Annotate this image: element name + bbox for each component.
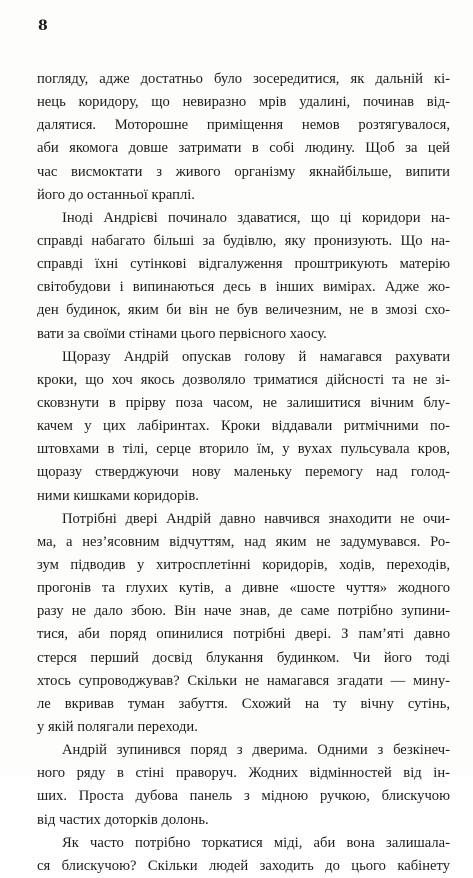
- text-line: тися, аби поряд опинилися потрібні двері. З пам’яті давно: [37, 626, 450, 643]
- text-line: від частих доторків долонь.: [37, 811, 209, 828]
- text-line: качем у цих лабіринтах. Кроки віддавали ритмічними по-: [37, 418, 450, 435]
- text-line: ших. Проста дубова панель з мідною ручкою, блискучою: [37, 788, 450, 805]
- text-line: погляду, адже достатньо було зосередитися, як дальній кі-: [37, 71, 450, 87]
- text-line: справді набагато більші за будівлю, яку пронизують. Що на-: [37, 232, 450, 249]
- text-line: його до останньої краплі.: [37, 186, 195, 203]
- text-line: Як часто потрібно торкатися міді, аби вона залишала-: [62, 834, 450, 851]
- text-line: нець коридору, що невиразно мрів удалині, починав від-: [37, 94, 450, 111]
- text-line: світобудови і випинаються десь в інших вимірах. Адже жо-: [37, 279, 450, 296]
- text-line: зум підводив у хитросплетінні коридорів, ходів, переходів,: [37, 556, 450, 573]
- body-text: [37, 68, 450, 878]
- text-line: Андрій зупинився поряд з дверима. Одними з безкінеч-: [62, 742, 450, 759]
- text-line: хтось супроводжував? Скільки не намагався згадати — мину-: [37, 672, 450, 689]
- text-line: стерся перший досвід блукання будинком. Чи його тоді: [37, 649, 450, 666]
- text-line: прогонів та глухих кутів, а дивне «шосте чуття» жодного: [37, 580, 450, 597]
- text-line: у якій полягали переходи.: [37, 718, 198, 735]
- text-line: аби якомога довше затримати в собі людину. Щоб за цей: [37, 140, 450, 157]
- text-line: далятися. Моторошне приміщення немов розтягувалося,: [37, 117, 450, 134]
- text-line: справді їхні сутінкові відгалуження проштрикують матерію: [37, 256, 450, 273]
- text-line: ними кишками коридорів.: [37, 487, 199, 504]
- text-line: Іноді Андрієві починало здаватися, що ці коридори на-: [62, 209, 450, 226]
- text-line: ного ряду в стіні праворуч. Жодних відмінностей від ін-: [37, 765, 450, 782]
- text-line: вати за своїми стінами цього первісного хаосу.: [37, 325, 327, 342]
- text-line: кроки, що хоч якось дозволяло триматися дійсності та не зі-: [37, 371, 450, 388]
- text-line: ден будинок, яким би він не був величезним, не в змозі схо-: [37, 302, 450, 319]
- text-line: ма, а нез’ясовним відчуттям, над яким не задумувався. Ро-: [37, 533, 450, 550]
- text-line: разу не дало збою. Він наче знав, де саме потрібно зупини-: [37, 603, 450, 620]
- text-line: ся блискучою? Скільки людей заходить до цього кабінету: [37, 857, 450, 874]
- text-line: час висмоктати з живого організму якнайбільше, випити: [37, 163, 450, 180]
- text-line: Потрібні двері Андрій давно навчився знаходити не очи-: [62, 510, 450, 527]
- text-line: штовхами в тілі, серце вторило їм, у вухах пульсувала кров,: [37, 441, 450, 458]
- text-line: Щоразу Андрій опускав голову й намагався рахувати: [62, 348, 450, 365]
- page-number: 8: [38, 18, 48, 34]
- text-line: ле вкривав туман забуття. Схожий на ту вічну сутінь,: [37, 695, 450, 712]
- text-line: сковзнути в прірву поза часом, не залишитися вічним блу-: [37, 394, 450, 411]
- text-line: щоразу стверджуючи нову маленьку перемогу над голод-: [37, 464, 450, 481]
